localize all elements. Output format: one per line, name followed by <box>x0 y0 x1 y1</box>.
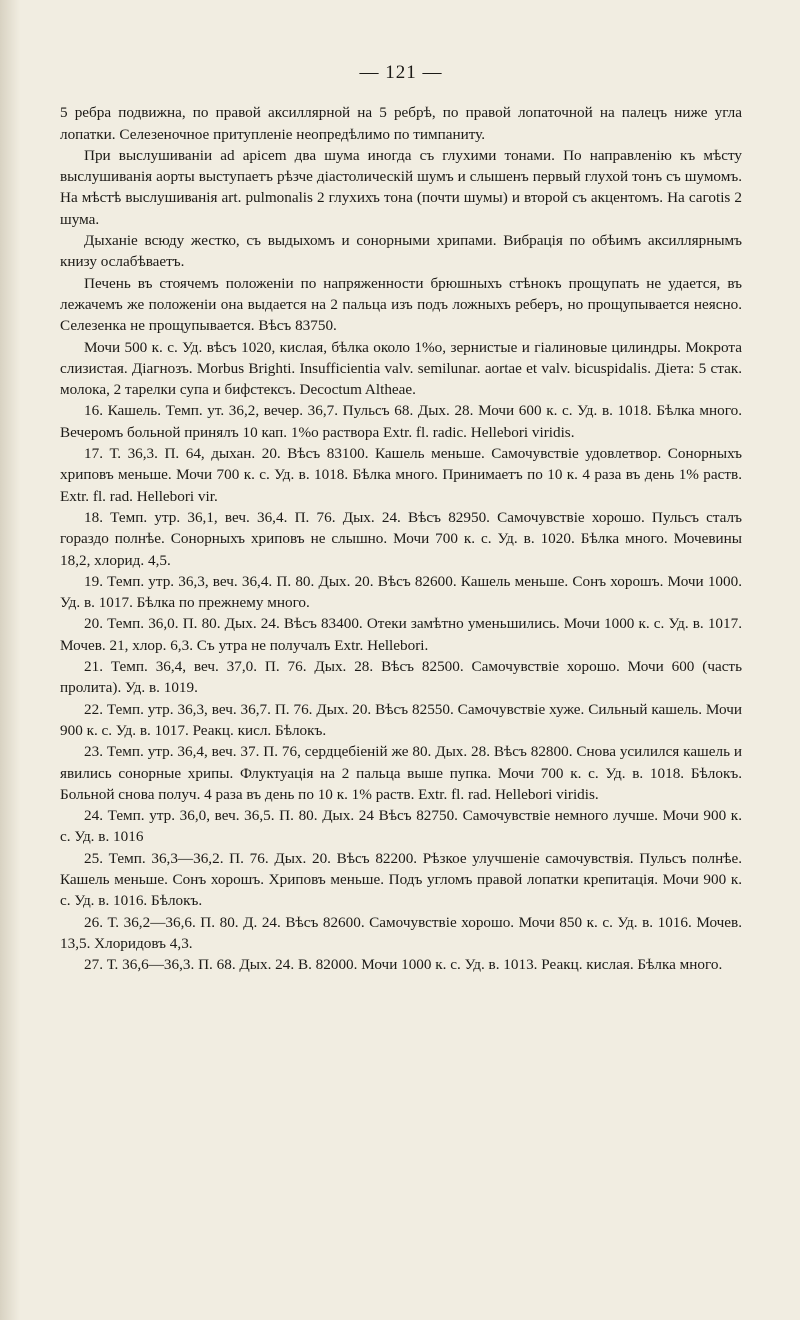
paragraph-day-26: 26. Т. 36,2—36,6. П. 80. Д. 24. Вѣсъ 82600. Самочувствіе хорошо. Мочи 850 к. с. Уд. в. 1016. Мочев. 13,5. Хлоридовъ 4,3. <box>60 913 742 952</box>
paragraph-day-18: 18. Темп. утр. 36,1, веч. 36,4. П. 76. Дых. 24. Вѣсъ 82950. Самочувствіе хорошо. Пульсъ сталъ гораздо полнѣе. Сонорныхъ хриповъ не слышно. Мочи 700 к. с. Уд. в. 1020. Бѣлка много. Мочевины 18,2, хлорид. 4,5. <box>60 508 742 569</box>
paragraph-auscultation: При выслушиваніи ad apicem два шума иногда съ глухими тонами. По направленію къ мѣсту выслушиванія аорты выступаетъ рѣзче діастолическій шумъ и слышенъ первый глухой тонъ съ шумомъ. На мѣстѣ выслушиванія art. pulmonalis 2 глухихъ тона (почти шумы) и второй съ акцентомъ. На сагоtis 2 шума. <box>60 146 742 228</box>
paragraph-day-27: 27. Т. 36,6—36,3. П. 68. Дых. 24. В. 82000. Мочи 1000 к. с. Уд. в. 1013. Реакц. кислая. Бѣлка много. <box>84 956 723 974</box>
paragraph-day-17: 17. Т. 36,3. П. 64, дыхан. 20. Вѣсъ 83100. Кашель меньше. Самочувствіе удовлетвор. Сонорныхъ хриповъ меньше. Мочи 700 к. с. Уд. в. 1018. Бѣлка много. Принимаетъ по 10 к. 4 раза въ день 1% раств. Extr. fl. rad. Hellebori vir. <box>60 445 742 505</box>
paragraph-continuation: 5 ребра подвижна, по правой аксиллярной на 5 ребрѣ, по правой лопаточной на палецъ ниже угла лопатки. Селезеночное притупленіе неопредѣлимо по тимпаниту. <box>60 104 742 143</box>
paragraph-day-25: 25. Темп. 36,3—36,2. П. 76. Дых. 20. Вѣсъ 82200. Рѣзкое улучшеніе самочувствія. Пульсъ полнѣе. Кашель меньше. Сонъ хорошъ. Хриповъ меньше. Подъ угломъ правой лопатки крепитація. Мочи 900 к. с. Уд. в. 1016. Бѣлокъ. <box>60 849 742 910</box>
paragraph-day-19: 19. Темп. утр. 36,3, веч. 36,4. П. 80. Дых. 20. Вѣсъ 82600. Кашель меньше. Сонъ хорошъ. Мочи 1000. Уд. в. 1017. Бѣлка по прежнему много. <box>60 572 742 612</box>
page-number: — 121 — <box>359 62 443 83</box>
paragraph-day-16: 16. Кашель. Темп. ут. 36,2, вечер. 36,7. Пульсъ 68. Дых. 28. Мочи 600 к. с. Уд. в. 1018. Бѣлка много. Вечеромъ больной принялъ 10 кап. 1%о раствора Extr. fl. radic. Hellebori viridis. <box>60 402 742 441</box>
page-edge-shadow <box>0 0 20 1320</box>
paragraph-breathing: Дыханіе всюду жестко, съ выдыхомъ и сонорными хрипами. Вибрація по обѣимъ аксиллярнымъ книзу ослабѣваетъ. <box>60 232 742 271</box>
paragraph-urine-diagnosis: Мочи 500 к. с. Уд. вѣсъ 1020, кислая, бѣлка около 1%о, зернистые и гіалиновые цилиндры. Мокрота слизистая. Діагнозъ. Morbus Brighti. Insufficientia valv. semilunar. aortae et valv. bicuspidalis. Діета: 5 стак. молока, 2 тарелки супа и бифстексъ. Decoctum Althеae. <box>60 338 742 399</box>
paragraph-day-24: 24. Темп. утр. 36,0, веч. 36,5. П. 80. Дых. 24 Вѣсъ 82750. Самочувствіе немного лучше. Мочи 900 к. с. Уд. в. 1016 <box>60 807 742 846</box>
paragraph-day-21: 21. Темп. 36,4, веч. 37,0. П. 76. Дых. 28. Вѣсъ 82500. Самочувствіе хорошо. Мочи 600 (часть пролита). Уд. в. 1019. <box>60 658 742 697</box>
book-page <box>60 62 742 975</box>
paragraph-day-22: 22. Темп. утр. 36,3, веч. 36,7. П. 76. Дых. 20. Вѣсъ 82550. Самочувствіе хуже. Сильный кашель. Мочи 900 к. с. Уд. в. 1017. Реакц. кисл. Бѣлокъ. <box>60 700 742 739</box>
paragraph-liver: Печень въ стоячемъ положеніи по напряженности брюшныхъ стѣнокъ прощупать не удается, въ лежачемъ же положеніи она выдается на 2 пальца изъ подъ ложныхъ реберъ, но прощупывается неясно. Селезенка не прощупывается. Вѣсъ 83750. <box>60 274 742 335</box>
paragraph-day-23: 23. Темп. утр. 36,4, веч. 37. П. 76, сердцебіеній же 80. Дых. 28. Вѣсъ 82800. Снова усилился кашель и явились сонорные хрипы. Флуктуація на 2 пальца выше пупка. Мочи 700 к. с. Уд. в. 1018. Бѣлокъ. Больной снова получ. 4 раза въ день по 10 к. 1% раств. Extr. fl. rad. Hellebori viridis. <box>60 743 742 803</box>
paragraph-day-20: 20. Темп. 36,0. П. 80. Дых. 24. Вѣсъ 83400. Отеки замѣтно уменьшились. Мочи 1000 к. с. Уд. в. 1017. Мочев. 21, хлор. 6,3. Съ утра не получалъ Extr. Hellebori. <box>60 615 742 654</box>
